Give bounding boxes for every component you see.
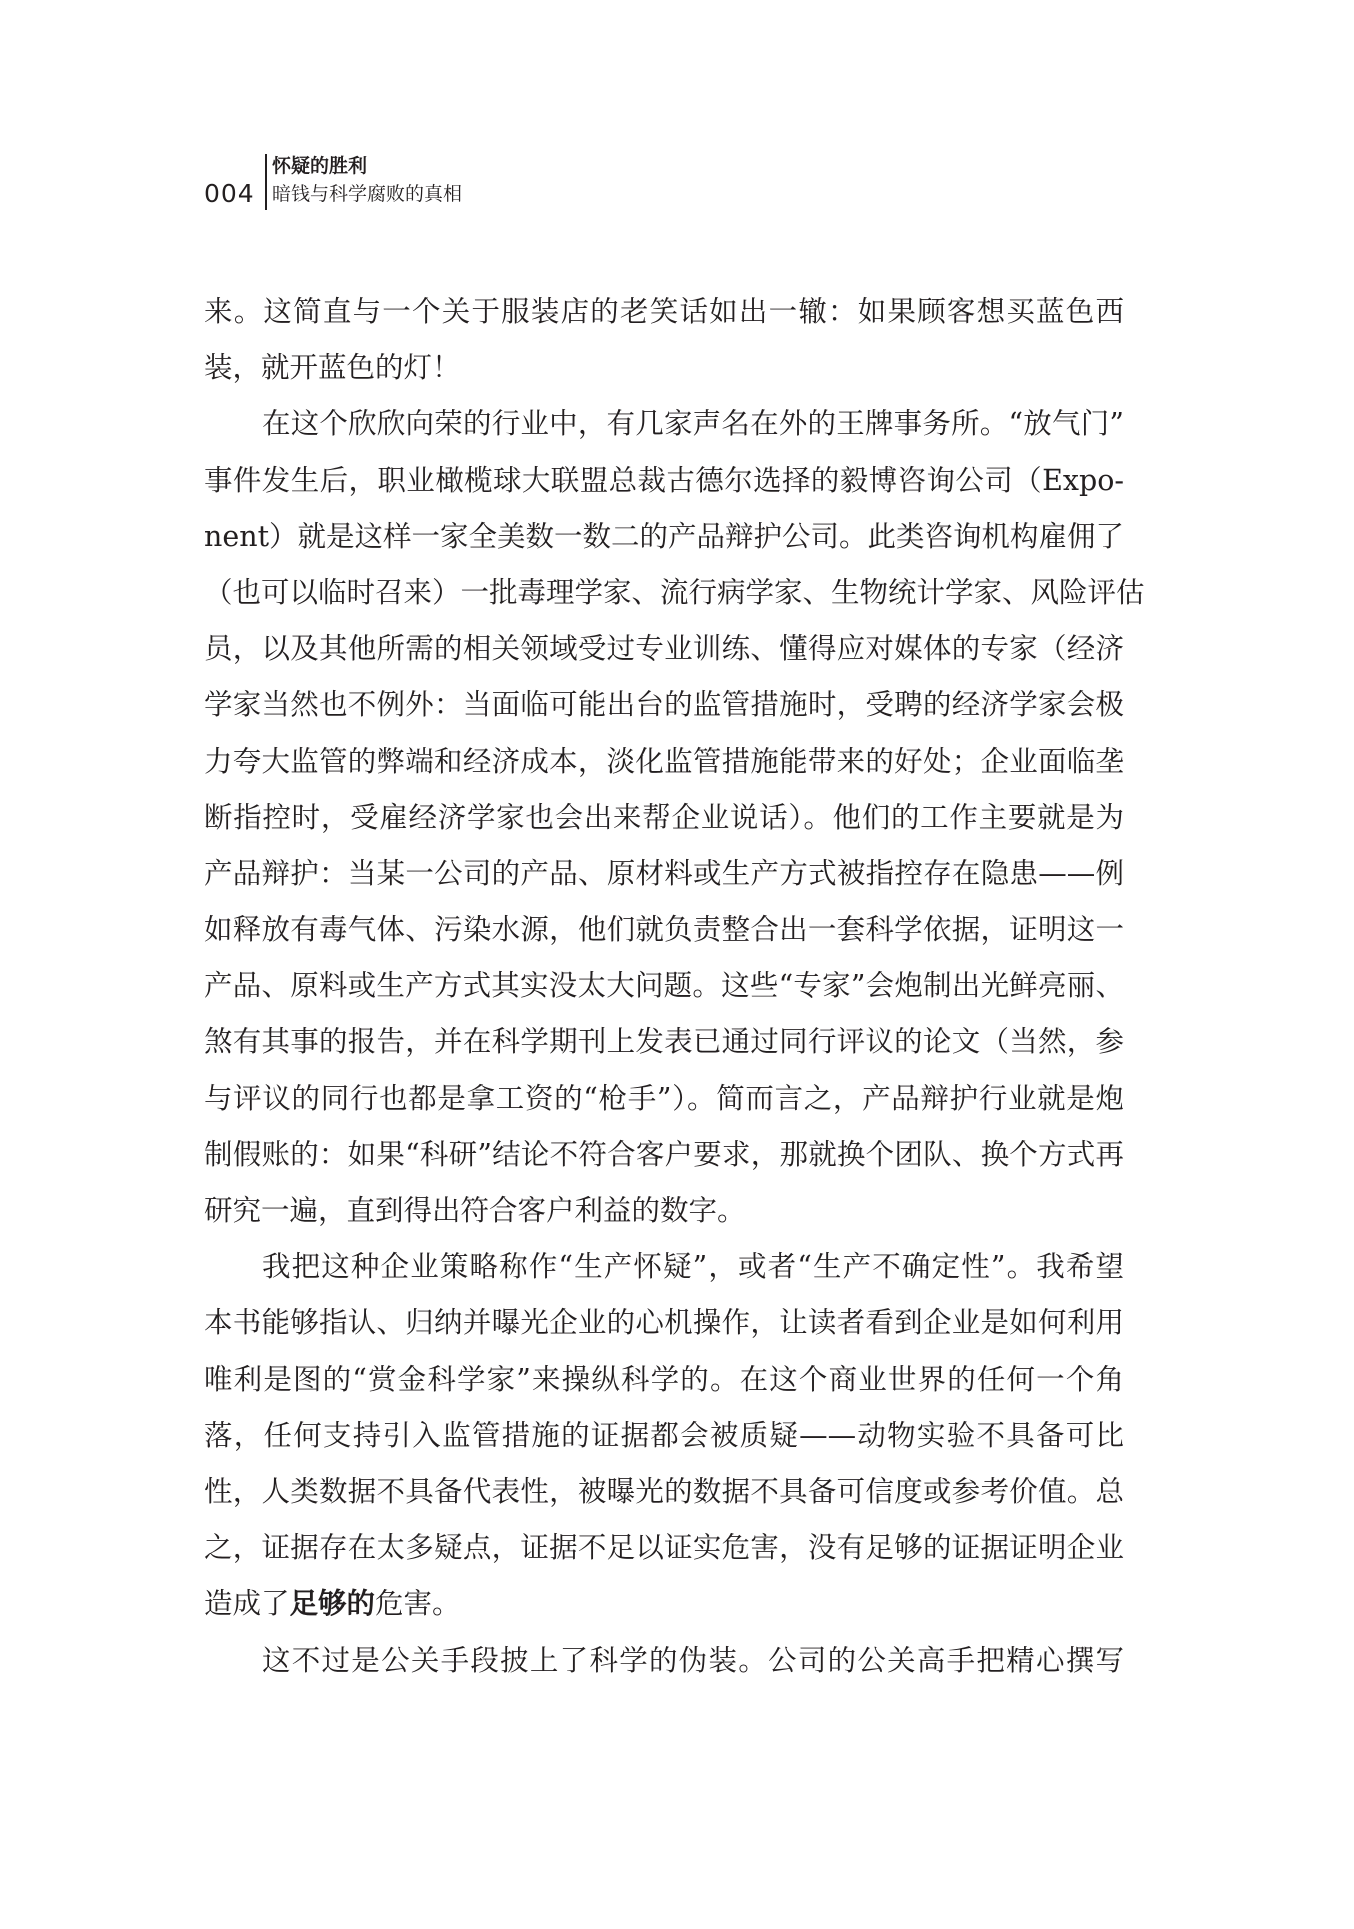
text-line-emphasis	[204, 1576, 1124, 1632]
body-text	[204, 284, 1145, 1689]
header-divider	[265, 154, 267, 210]
text-line: 落，任何支持引入监管措施的证据都会被质疑——动物实验不具备可比	[204, 1418, 1124, 1452]
text-line: 我把这种企业策略称作“生产怀疑”，或者“生产不确定性”。我希望	[262, 1250, 1124, 1284]
text-line: 制假账的：如果“科研”结论不符合客户要求，那就换个团队、换个方式再	[204, 1137, 1124, 1171]
book-title: 怀疑的胜利	[272, 155, 368, 177]
text-line: 在这个欣欣向荣的行业中，有几家声名在外的王牌事务所。“放气门”	[262, 407, 1124, 441]
text-line: 产品辩护：当某一公司的产品、原材料或生产方式被指控存在隐患——例	[204, 856, 1124, 890]
text-line: （也可以临时召来）一批毒理学家、流行病学家、生物统计学家、风险评估	[204, 575, 1145, 609]
text-line: 与评议的同行也都是拿工资的“枪手”）。简而言之，产品辩护行业就是炮	[204, 1081, 1124, 1115]
header-titles	[272, 152, 462, 208]
text-line: 产品、原料或生产方式其实没太大问题。这些“专家”会炮制出光鲜亮丽、	[204, 969, 1124, 1003]
emphasis-after: 危害。	[375, 1587, 461, 1621]
page-number: 004	[204, 179, 255, 208]
emphasized-phrase: 足够的	[289, 1587, 376, 1621]
text-line: 力夸大监管的弊端和经济成本，淡化监管措施能带来的好处；企业面临垄	[204, 744, 1124, 778]
text-line: 唯利是图的“赏金科学家”来操纵科学的。在这个商业世界的任何一个角	[204, 1362, 1124, 1396]
text-line: 研究一遍，直到得出符合客户利益的数字。	[204, 1194, 746, 1227]
text-line: 员，以及其他所需的相关领域受过专业训练、懂得应对媒体的专家（经济	[204, 632, 1124, 666]
text-line: 煞有其事的报告，并在科学期刊上发表已通过同行评议的论文（当然，参	[204, 1025, 1124, 1059]
text-line: 学家当然也不例外：当面临可能出台的监管措施时，受聘的经济学家会极	[204, 688, 1124, 722]
text-line: 本书能够指认、归纳并曝光企业的心机操作，让读者看到企业是如何利用	[204, 1306, 1124, 1340]
text-line: 装，就开蓝色的灯！	[204, 351, 461, 385]
book-subtitle: 暗钱与科学腐败的真相	[272, 183, 463, 205]
text-line: 之，证据存在太多疑点，证据不足以证实危害，没有足够的证据证明企业	[204, 1531, 1124, 1565]
text-line: 事件发生后，职业橄榄球大联盟总裁古德尔选择的毅博咨询公司（Expo-	[204, 463, 1124, 497]
text-line: 来。这简直与一个关于服装店的老笑话如出一辙：如果顾客想买蓝色西	[204, 295, 1124, 328]
text-line: 如释放有毒气体、污染水源，他们就负责整合出一套科学依据，证明这一	[204, 913, 1124, 947]
text-line: nent）就是这样一家全美数一数二的产品辩护公司。此类咨询机构雇佣了	[204, 519, 1125, 553]
text-line: 断指控时，受雇经济学家也会出来帮企业说话）。他们的工作主要就是为	[204, 800, 1124, 834]
text-line: 这不过是公关手段披上了科学的伪装。公司的公关高手把精心撰写	[262, 1643, 1124, 1677]
text-line: 性，人类数据不具备代表性，被曝光的数据不具备可信度或参考价值。总	[204, 1474, 1124, 1508]
emphasis-before: 造成了	[204, 1587, 290, 1621]
